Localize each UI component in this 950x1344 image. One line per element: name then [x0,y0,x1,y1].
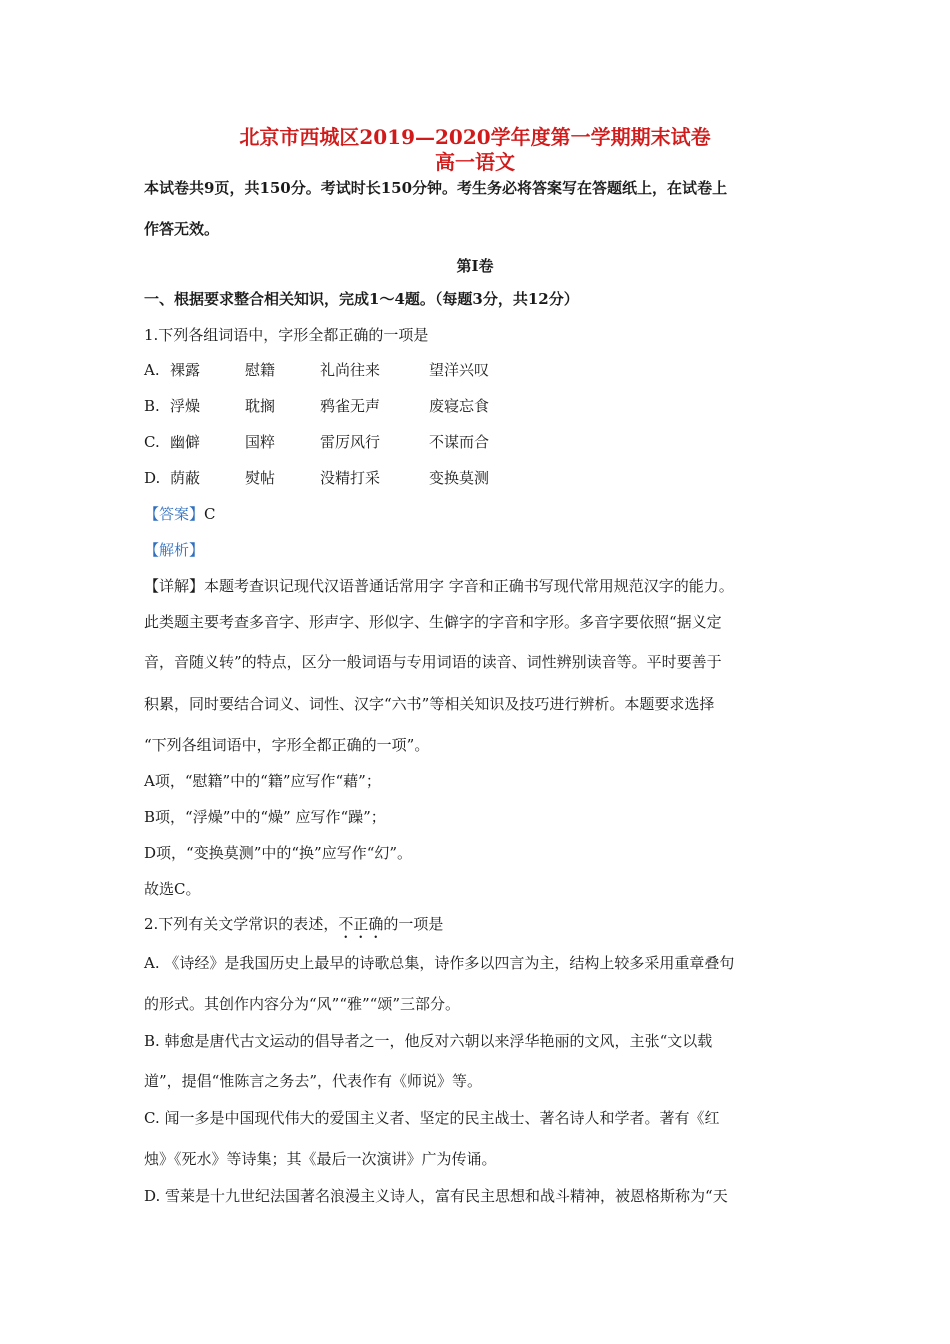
instructions-line-1: 本试卷共9页，共150分。考试时长150分钟。考生务必将答案写在答题纸上，在试卷上 [144,179,728,197]
q1-detail-line: 【详解】本题考查识记现代汉语普通话常用字 字音和正确书写现代常用规范汉字的能力。 [144,577,734,595]
option-word: 礼尚往来 [320,361,381,379]
option-word: 荫蔽 [170,469,201,487]
option-word: 浮燥 [170,397,201,415]
option-word: 雷厉风行 [320,433,381,451]
q1-detail-line: 音，音随义转”的特点，区分一般词语与专用词语的读音、词性辨别读音等。平时要善于 [144,653,722,671]
option-letter: D. [144,469,161,487]
exam-subtitle: 高一语文 [435,150,515,174]
q1-detail-line: “下列各组词语中，字形全都正确的一项”。 [144,736,430,754]
q2-option-line: D. 雪莱是十九世纪法国著名浪漫主义诗人，富有民主思想和战斗精神，被恩格斯称为“天 [144,1187,728,1205]
option-word: 幽僻 [170,433,201,451]
q1-stem: 1.下列各组词语中，字形全都正确的一项是 [144,326,429,344]
option-letter: C. [144,433,160,451]
q2-option-line: 的形式。其创作内容分为“风”“雅”“颂”三部分。 [144,995,461,1013]
q2-stem-after: 的一项是 [383,915,444,933]
option-word: 裸露 [170,361,201,379]
q2-stem [144,914,814,942]
q1-detail-line: 此类题主要考查多音字、形声字、形似字、生僻字的字音和字形。多音字要依照“据义定 [144,613,722,631]
answer-tag: 【答案】 [144,505,205,523]
q1-answer [144,504,814,524]
q2-option-line: 道”，提倡“惟陈言之务去”，代表作有《师说》等。 [144,1072,483,1090]
q2-option-line: B. 韩愈是唐代古文运动的倡导者之一，他反对六朝以来浮华艳丽的文风，主张“文以载 [144,1032,713,1050]
exam-title: 北京市西城区2019—2020学年度第一学期期末试卷 [239,125,711,149]
q2-stem-emphasis: 不正确 [338,915,384,933]
option-word: 鸦雀无声 [320,397,381,415]
option-word: 没精打采 [320,469,381,487]
q1-detail-line: D项，“变换莫测”中的“换”应写作“幻”。 [144,844,413,862]
q1-detail-line: 积累，同时要结合词义、词性、汉字“六书”等相关知识及技巧进行辨析。本题要求选择 [144,695,715,713]
option-word: 慰籍 [245,361,276,379]
option-word: 耽搁 [245,397,276,415]
option-word: 不谋而合 [429,433,490,451]
q1-analysis-tag: 【解析】 [144,541,205,559]
instructions-line-2: 作答无效。 [144,220,220,238]
option-word: 废寝忘食 [429,397,490,415]
option-letter: A. [144,361,160,379]
q2-stem-before: 2.下列有关文学常识的表述， [144,915,339,933]
q1-detail-line: 故选C。 [144,880,201,898]
q2-option-line: C. 闻一多是中国现代伟大的爱国主义者、坚定的民主战士、著名诗人和学者。著有《红 [144,1109,720,1127]
option-letter: B. [144,397,160,415]
q1-detail-line: B项，“浮燥”中的“燥” 应写作“躁”； [144,808,386,826]
q2-option-line: 烛》《死水》等诗集；其《最后一次演讲》广为传诵。 [144,1150,497,1168]
q1-detail-line: A项，“慰籍”中的“籍”应写作“藉”； [144,772,381,790]
option-word: 变换莫测 [429,469,490,487]
q2-option-line: A. 《诗经》是我国历史上最早的诗歌总集，诗作多以四言为主，结构上较多采用重章叠句 [144,954,735,972]
part1-heading: 一、根据要求整合相关知识，完成1～4题。（每题3分，共12分） [144,290,579,308]
section-label: 第Ⅰ卷 [456,257,494,275]
option-word: 熨帖 [245,469,276,487]
answer-value: C [204,505,216,523]
option-word: 国粹 [245,433,276,451]
option-word: 望洋兴叹 [429,361,490,379]
